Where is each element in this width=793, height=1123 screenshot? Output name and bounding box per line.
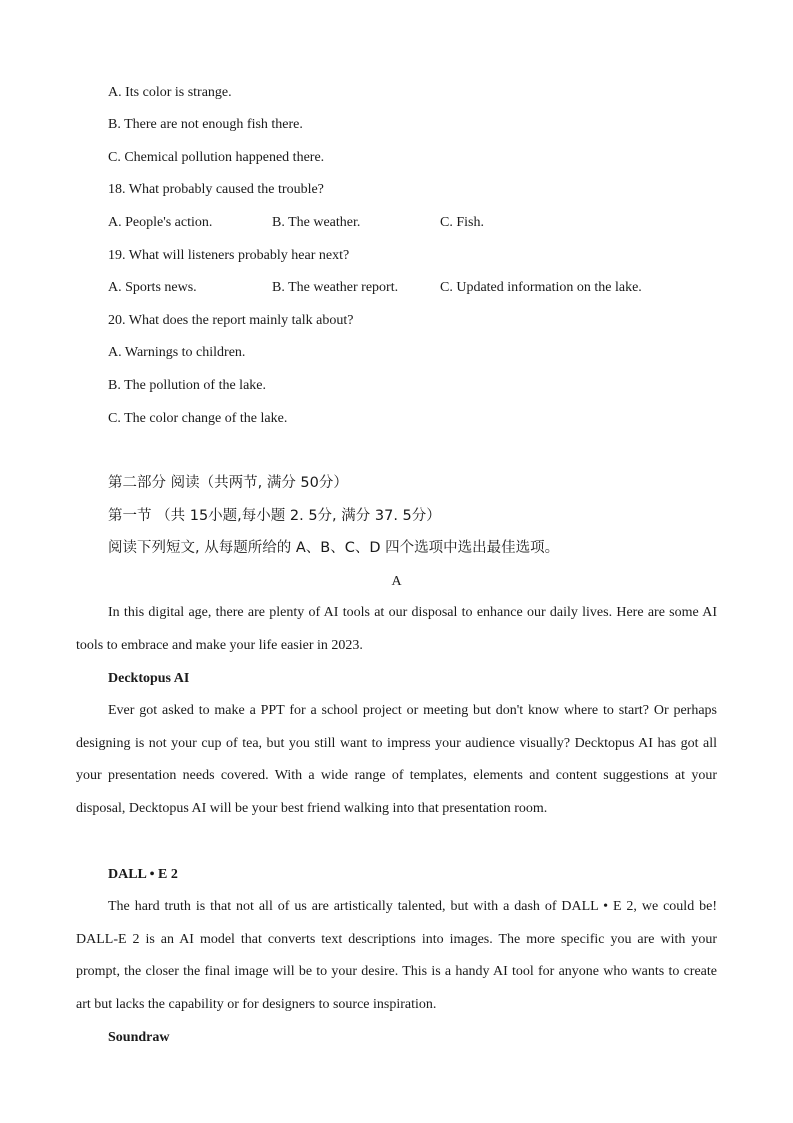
q18-option-a: A. People's action. [108, 215, 213, 230]
q20-option-c: C. The color change of the lake. [108, 411, 288, 426]
q17-option-b: B. There are not enough fish there. [108, 117, 303, 132]
tool-heading-decktopus: Decktopus AI [108, 671, 190, 686]
q19-option-b: B. The weather report. [272, 280, 399, 295]
tool-text-decktopus: Ever got asked to make a PPT for a school project or meeting but don't know where to start? Or perhaps designing is not your cup of tea, but you still want to impress your audience visually? Decktopus AI has got all your presentation needs covered. With a wide range of templates, elements and content suggestions at your disposal, Decktopus AI will be your best friend walking into that presentation room. [76, 703, 717, 816]
q20-option-a: A. Warnings to children. [108, 345, 246, 360]
instruction: 阅读下列短文, 从每题所给的 A、B、C、D 四个选项中选出最佳选项。 [108, 540, 560, 556]
tool-heading-soundraw: Soundraw [108, 1030, 170, 1045]
passage-label: A [391, 574, 402, 589]
q19-option-c: C. Updated information on the lake. [440, 280, 642, 295]
q17-option-a: A. Its color is strange. [108, 85, 232, 100]
q18-option-b: B. The weather. [272, 215, 361, 230]
tool-text-dalle: The hard truth is that not all of us are artistically talented, but with a dash of DALL • E 2, we could be! DALL-E 2 is an AI model that converts text descriptions into images. The more specific you are with your prompt, the closer the final image will be to your desire. This is a handy AI tool for anyone who wants to create art but lacks the capability or for designers to source inspiration. [76, 899, 717, 1012]
subsection-title: 第一节 （共 15小题,每小题 2. 5分, 满分 37. 5分） [108, 508, 441, 524]
q18-question: 18. What probably caused the trouble? [108, 182, 324, 197]
q19-question: 19. What will listeners probably hear next? [108, 248, 350, 263]
q18-option-c: C. Fish. [440, 215, 484, 230]
q19-option-a: A. Sports news. [108, 280, 197, 295]
q17-option-c: C. Chemical pollution happened there. [108, 150, 325, 165]
part-title: 第二部分 阅读（共两节, 满分 50分） [108, 475, 348, 491]
tool-heading-dalle: DALL • E 2 [108, 867, 178, 882]
q20-option-b: B. The pollution of the lake. [108, 378, 266, 393]
passage-intro: In this digital age, there are plenty of AI tools at our disposal to enhance our daily lives. Here are some AI tools to embrace and make your life easier in 2023. [76, 605, 717, 653]
q20-question: 20. What does the report mainly talk about? [108, 313, 354, 328]
